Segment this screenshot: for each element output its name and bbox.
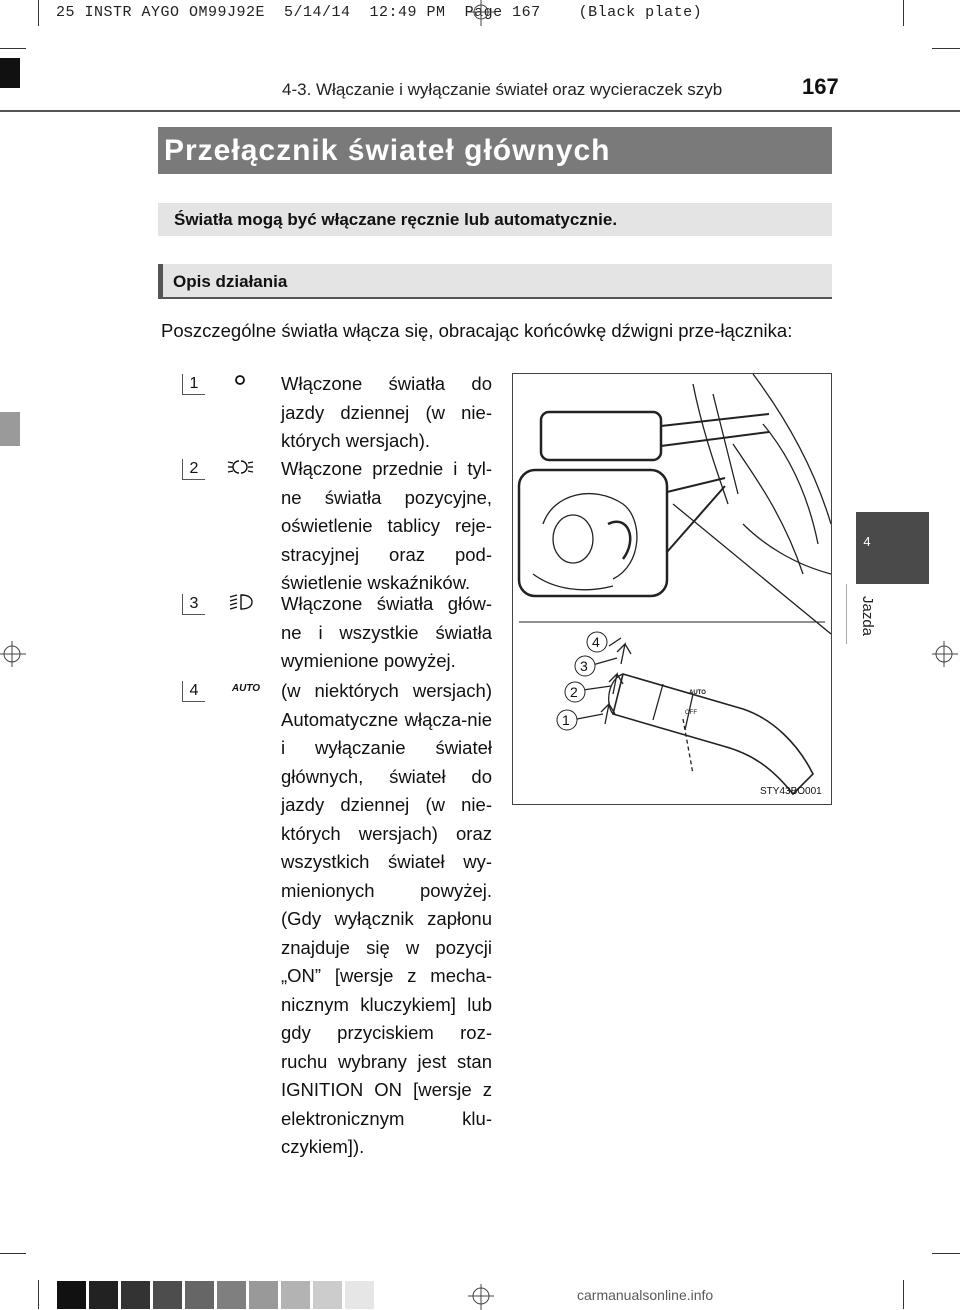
page-subtitle: Światła mogą być włączane ręcznie lub automatycznie. [158,203,832,236]
headlight-icon [226,592,266,616]
color-swatch [345,1281,374,1309]
chapter-marker-gray [0,412,20,446]
color-swatch [57,1281,86,1309]
page-number: 167 [802,74,839,99]
callout-1: 1 [562,712,570,728]
crop-mark [903,1280,904,1309]
lever-off-label: OFF [685,710,697,716]
color-swatch [281,1281,310,1309]
lever-auto-label: AUTO [689,690,706,696]
crop-mark [932,1253,960,1254]
watermark: carmanualsonline.info [577,1287,714,1303]
callout-4: 4 [592,634,600,650]
auto-mode-icon: AUTO [231,683,261,694]
crop-mark [38,1280,39,1309]
chapter-tab-label: Jazda [859,596,876,637]
color-swatch [185,1281,214,1309]
callout-2: 2 [570,684,578,700]
chapter-marker [0,58,20,88]
color-swatch [153,1281,182,1309]
item-text: Włączone przednie i tyl-ne światła pozycyjne, oświetlenie tablicy reje-stracyjnej oraz pod-świetlenie wskaźników. [281,458,492,593]
crop-mark [903,0,904,26]
crop-mark [0,1253,26,1254]
lever-illustration-drawing [513,374,831,804]
circle-off-icon [226,372,266,396]
print-slug: 25 INSTR AYGO OM99J92E 5/14/14 12:49 PM Page 167 (Black plate) [56,4,703,21]
color-swatch [121,1281,150,1309]
item-text: Włączone światła głów-ne i wszystkie światła wymienione powyżej. [281,593,492,671]
chapter-tab-line [846,584,847,644]
crop-mark [932,48,960,49]
item-text: (w niektórych wersjach) Automatyczne włącza-nie i wyłączanie świateł głównych, świateł do jazdy dziennej (w nie-których wersjach) oraz wszystkich świateł wy-mienionych powyżej. (Gdy wyłącznik zapłonu znajduje się w pozycji „ON” [wersje z mecha-nicznym kluczykiem] lub gdy przyciskiem roz-ruchu wybrany jest stan IGNITION ON [wersje z elektronicznym klu-czykiem]). [281,680,492,1157]
item-number: 4 [182,681,205,702]
figure-code: STY43BO001 [760,786,822,797]
color-calibration-bar [57,1281,377,1309]
header-rule [0,110,960,112]
item-number: 1 [182,374,205,395]
page-title: Przełącznik świateł głównych [158,127,832,174]
callout-3: 3 [580,658,588,674]
chapter-tab-number: 4 [863,534,871,549]
crop-mark [0,48,26,49]
operation-heading: Opis działania [158,264,832,299]
registration-mark-icon [0,639,30,669]
item-number: 3 [182,594,205,615]
crop-mark [38,0,39,26]
item-number: 2 [182,459,205,480]
operation-intro: Poszczególne światła włącza się, obracając końcówkę dźwigni prze-łącznika: [161,320,793,341]
registration-mark-icon [928,639,958,669]
parking-lights-icon [226,457,266,481]
item-text: Włączone światła do jazdy dziennej (w nie-których wersjach). [281,373,492,451]
registration-mark-icon [466,1280,496,1310]
section-title: 4-3. Włączanie i wyłączanie świateł oraz wycieraczek szyb [282,80,723,99]
color-swatch [217,1281,246,1309]
registration-mark-icon [466,0,496,30]
color-swatch [313,1281,342,1309]
color-swatch [89,1281,118,1309]
color-swatch [249,1281,278,1309]
lever-illustration [512,373,832,805]
